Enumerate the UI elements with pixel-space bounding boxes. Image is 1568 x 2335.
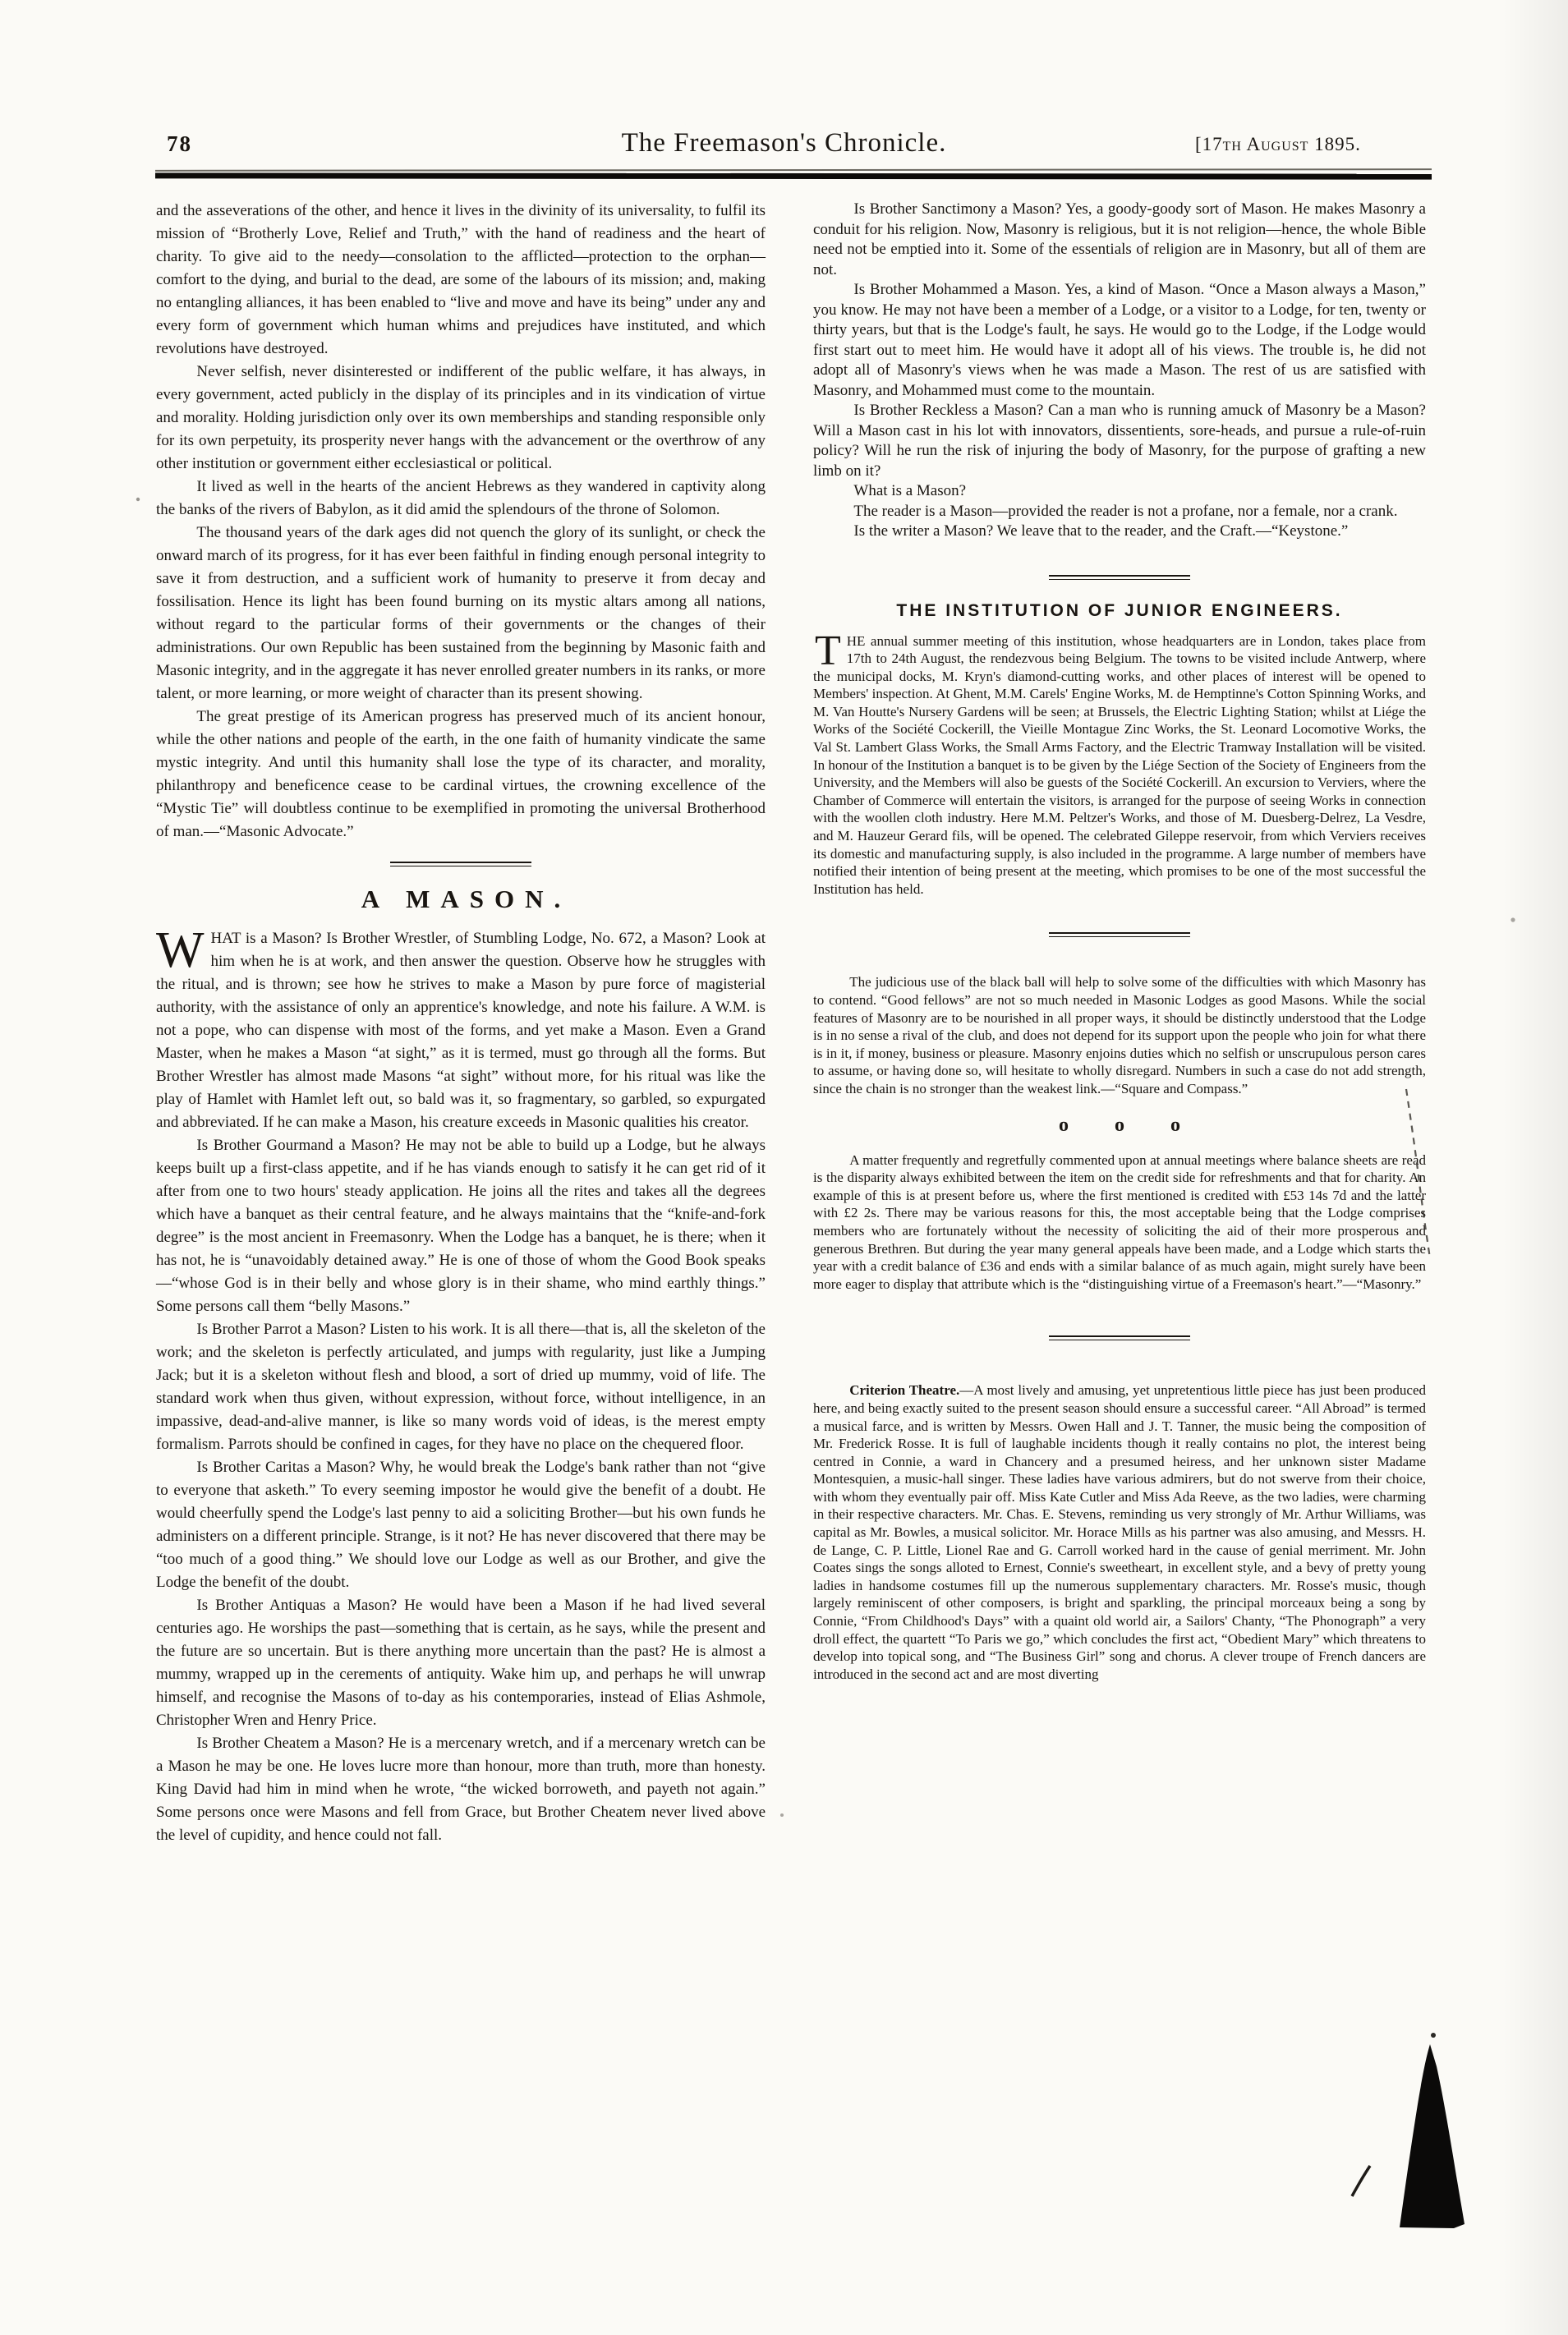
section-divider [1049,1335,1190,1340]
page-number: 78 [167,131,192,156]
ink-speck [1511,917,1515,922]
article-paragraph: Is Brother Cheatem a Mason? He is a mercenary wretch, and if a mercenary wretch can be a Mason he may be one. He loves lucre more than honour, more than truth, more than honesty. King David had him in mind when he wrote, “the wicked borroweth, and payeth not again.” Some persons once were Masons and fell from Grace, but Brother Cheatem never lived above the level of cupidity, and hence could not fall. [156,1735,766,1844]
ink-speck [136,498,140,501]
masthead-rule-thick [155,172,1432,179]
article-paragraph: Never selfish, never disinterested or indifferent of the public welfare, it has always, in every government, acted publicly in the display of its principles and in its vindication of virtue and morality. Holding jurisdiction only over its own memberships and standing responsible only for its own perpetuity, its prosperity never hangs with the advancement or the overthrow of any other institution or government either ecclesiastical or political. [156,363,766,472]
article-paragraph: The great prestige of its American progress has preserved much of its ancient honour, while the other nations and people of the earth, in the one faith of humanity vindicate the same mystic integrity. And until this humanity shall lose the type of its character, and morality, philanthropy and beneficence cease to be cardinal virtues, the crowning excellence of the “Mystic Tie” will doubtless continue to be exemplified in promoting the universal Brotherhood of man.—“Masonic Advocate.” [156,708,766,840]
paragraph-text: HAT is a Mason? Is Brother Wrestler, of Stumbling Lodge, No. 672, a Mason? Look at him when he is at work, and then answer the question. Observe how he struggles with the ritual, and is thrown; see how he strives to make a Mason by pure force of magisterial authority, with the assistance of only an apprentice's knowledge, and note his failure. A W.M. is not a pope, who can dispense with most of the forms, and yet make a Mason. Even a Grand Master, when he makes a Mason “at sight,” as it is termed, must go through all the forms. But Brother Wrestler has almost made Masons “at sight” without more, for his ritual was like the play of Hamlet with Hamlet left out, so bald was it, so fragmentary, so garbled, so expurgated and abbreviated. If he can make a Mason, his creature exceeds in Masonic qualities his creator. [156,930,766,1131]
article-paragraph: Is Brother Parrot a Mason? Listen to his work. It is all there—that is, all the skeleton of the work; and the skeleton is perfectly articulated, and jumps with regularity, just like a Jumping Jack; but it is a skeleton without flesh and blood, a sort of dried up mummy, void of life. The standard work when thus given, without expression, without force, without intelligence, in an impassive, dead-and-alive manner, is like so many words void of ideas, is the merest empty formalism. Parrots should be confined in cages, for they have no place on the chequered floor. [156,1321,766,1453]
article-paragraph: Is the writer a Mason? We leave that to the reader, and the Craft.—“Keystone.” [853,522,1349,540]
left-column [156,200,766,1847]
note-paragraph: The judicious use of the black ball will help to solve some of the difficulties with which Masonry has to contend. “Good fellows” are not so much needed in Masonic Lodges as good Masons. While the social features of Masonry are to be nourished in all proper ways, it should be distinctly understood that the Lodge is in no sense a rival of the club, and does not depend for its support upon the people who join for what there is in it, if money, business or pleasure. Masonry enjoins duties which no selfish or unscrupulous person cares to assume, or having done so, will hesitate to wholly disregard. Numbers in such a case do not add strength, since the chain is no stronger than the weakest link.—“Square and Compass.” [813,974,1426,1096]
article-paragraph: Is Brother Sanctimony a Mason? Yes, a goody-goody sort of Mason. He makes Masonry a conduit for his religion. Now, Masonry is religious, but it is not religion—hence, the whole Bible need not be emptied into it. Some of the essentials of religion are in Masonry, but all of them are not. [813,200,1426,278]
article-paragraph: Is Brother Reckless a Mason? Can a man who is running amuck of Masonry be a Mason? Will a Mason cast in his lot with innovators, dissentients, sore-heads, and pursue a rule-of-ruin policy? Will he run the risk of injuring the body of Masonry, for the purpose of grafting a new limb on it? [813,402,1426,480]
article-paragraph: What is a Mason? [853,482,967,499]
masthead-rule [155,169,1432,181]
masthead-rule-thin [155,168,1432,172]
article-paragraph: and the asseverations of the other, and hence it lives in the divinity of its universality, to fulfil its mission of “Brotherly Love, Relief and Truth,” with the hand of readiness and the heart of charity. To give aid to the needy—consolation to the afflicted—protection to the orphan—comfort to the dying, and burial to the dead, are some of the labours of its mission; and, making no entangling alliances, it has been enabled to “live and move and have its being” under any and every form of government which human whims and prejudices have instituted, and which revolutions have destroyed. [156,202,766,357]
section-divider [390,862,531,866]
article-paragraph [156,922,766,1134]
article-paragraph: Is Brother Gourmand a Mason? He may not be able to build up a Lodge, but he always keeps built up a first-class appetite, and if he has viands enough to satisfy it he can get rid of it after from one to two hours' steady application. He joins all the rites and takes all the degrees which have a banquet as their central feature, and he always maintains that the “knife-and-fork degree” is the most ancient in Freemasonry. When the Lodge has a banquet, he is there; when it has not, he is “unavoidably detained away.” He is one of those of whom the Good Book speaks—“whose God is in their belly and whose glory is in their shame, who mind earthly things.” Some persons call them “belly Masons.” [156,1137,766,1315]
paragraph-text: —A most lively and amusing, yet unpretentious little piece has just been produced here, and being exactly suited to the present season should ensure a successful career. “All Abroad” is termed a musical farce, and is written by Messrs. Owen Hall and J. T. Tanner, the music being the composition of Mr. Frederick Rosse. It is full of laughable incidents though it really contains no plot, the interest being centred in Connie, a ward in Chancery and a presumed heiress, and her unknown sister Madame Montesquien, a music-hall singer. These ladies have various admirers, but do not swerve from their choice, with whom they eventually pair off. Miss Kate Cutler and Miss Ada Reeve, as the two ladies, were charming in their respective characters. Mr. Chas. E. Stevens, reminding us very strongly of Mr. Arthur Williams, was capital as Mr. Bowles, a musical solicitor. Mr. Horace Mills as his partner was also amusing, and Messrs. H. de Lange, C. P. Little, Lionel Rae and G. Carroll worked hard in the cause of genial merriment. Mr. John Coates sings the songs alloted to Ernest, Connie's sweetheart, in excellent style, and a bevy of pretty young ladies in handsome costumes fill up the numerous supplementary characters. Mr. Rosse's music, though largely reminiscent of other composers, is bright and sparkling, the principal morceaux being a song by Connie, “From Childhood's Days” with a quaint old world air, a Sailors' Chanty, “The Phonograph” a very droll effect, the quartett “To Paris we go,” which concludes the first act, “Obedient Mary” which threatens to develop into topical song, and “The Business Girl” song and chorus. A clever troupe of French dancers are introduced in the second act and are most diverting [813,1382,1426,1682]
note-paragraph: A matter frequently and regretfully commented upon at annual meetings where balance sheets are read is the disparity always exhibited between the item on the credit side for refreshments and that for charity. An example of this is at present before us, where the first mentioned is credited with £53 14s 7d and the latter with £2 2s. There may be various reasons for this, the most acceptable being that the Lodge comprises members who are fortunately without the necessity of soliciting the aid of their more prosperous and generous Brethren. But during the year many general appeals have been made, and a Lodge which starts the year with a credit balance of £36 and ends with a similar balance of as much again, might surely have been more eager to display that attribute which is the “distinguishing virtue of a Freemason's heart.”—“Masonry.” [813,1151,1426,1292]
section-divider [1049,575,1190,580]
drop-cap: T [815,627,841,674]
article-paragraph: Is Brother Caritas a Mason? Why, he would break the Lodge's bank rather than not “give to everyone that asketh.” To every seeming impostor he would give the benefit of a doubt. He would cheerfully spend the Lodge's last penny to aid a soliciting Brother—but his own funds he administers on a different principle. Strange, is it not? He has never discovered that there may be “too much of a good thing.” We should love our Lodge as well as our Brother, and give the Lodge the benefit of the doubt. [156,1459,766,1591]
paragraph-text: HE annual summer meeting of this institution, whose headquarters are in London, takes place from 17th to 24th August, the rendezvous being Belgium. The towns to be visited include Antwerp, where the municipal docks, M. Kryn's diamond-cutting works, and other places of interest will be opened to Members' inspection. At Ghent, M.M. Carels' Engine Works, M. de Hemptinne's Cotton Spinning Works, and M. Van Houtte's Nursery Gardens will be seen; at Brussels, the Electric Lighting Station; whilst at Liége the Works of the Société Cockerill, the Vieille Montague Zinc Works, the St. Leonard Locomotive Works, the Val St. Lambert Glass Works, the Small Arms Factory, and the Electric Tramway Installation will be visited. In honour of the Institution a banquet is to be given by the Liége Section of the Society of Engineers from the University, and the Members will also be guests of the Société Cockerill. An excursion to Verviers, where the Chamber of Commerce will entertain the visitors, is arranged for the purpose of seeing Works in connection with the woollen cloth industry. Here M.M. Peltzer's Works, and those of M. Duesberg-Delrez, La Vesdre, and M. Hauzeur Gerard fils, will be opened. The celebrated Gileppe reservoir, from which Verviers receives its domestic and manufacturing supply, is also included in the programme. A large number of members have notified their intention of being present at the meeting, which promises to be one of the most successful the Institution has held. [813,632,1426,897]
drop-cap: W [156,922,205,978]
article-paragraph: The thousand years of the dark ages did not quench the glory of its sunlight, or check the onward march of its progress, for it has ever been faithful in finding enough personal integrity to save it from destruction, and a sufficient work of humanity to preserve it from decay and fossilisation. Hence its light has been found burning on its mystic altars among all nations, without regard to the particular forms of their governments or the changes of their administrations. Our own Republic has been sustained from the beginning by Masonic faith and Masonic integrity, and in the aggregate it has never enrolled greater numbers in its ranks, or more talent, or more learning, or more weight of character than its present showing. [156,524,766,702]
article-paragraph: Is Brother Mohammed a Mason. Yes, a kind of Mason. “Once a Mason always a Mason,” you know. He may not have been a member of a Lodge, or a visitor to a Lodge, for ten, twenty or thirty years, but that is the Lodge's fault, he says. He would go to the Lodge, if the Lodge would first start out to meet him. He would have it adopt all of his views. The trouble is, he did not adopt all of Masonry's views when he was made a Mason. The rest of us are satisfied with Masonry, and Mohammed must come to the mountain. [813,281,1426,399]
article-title: A MASON. [361,885,572,913]
ink-speck [780,1813,784,1817]
review-paragraph [813,1381,1426,1683]
article-paragraph: It lived as well in the hearts of the ancient Hebrews as they wandered in captivity along the banks of the rivers of Babylon, as it did amid the splendours of the throne of Solomon. [156,478,766,518]
pen-slash-mark [1352,2166,1370,2196]
article-paragraph: The reader is a Mason—provided the reader is not a profane, nor a female, nor a crank. [853,502,1398,520]
publication-title: The Freemason's Chronicle. [621,128,947,158]
right-column [813,200,1426,1683]
ornament-separator: o o o [1059,1114,1180,1136]
review-lead: Criterion Theatre. [849,1382,960,1399]
ink-speck [1431,2033,1436,2038]
article-title: THE INSTITUTION OF JUNIOR ENGINEERS. [896,600,1343,620]
issue-date: [17th August 1895. [1195,134,1361,154]
ink-blot [1400,2044,1465,2228]
section-divider [1049,932,1190,937]
article-paragraph: Is Brother Antiquas a Mason? He would have been a Mason if he had lived several centuries ago. He worships the past—something that is certain, as he says, while the present and the future are so uncertain. But is there anything more uncertain than the past? He is almost a mummy, wrapped up in the cerements of antiquity. Wake him up, and perhaps he will unwrap himself, and recognise the Masons of to-day as his contemporaries, instead of Elias Ashmole, Christopher Wren and Henry Price. [156,1597,766,1729]
article-paragraph [813,627,1426,899]
